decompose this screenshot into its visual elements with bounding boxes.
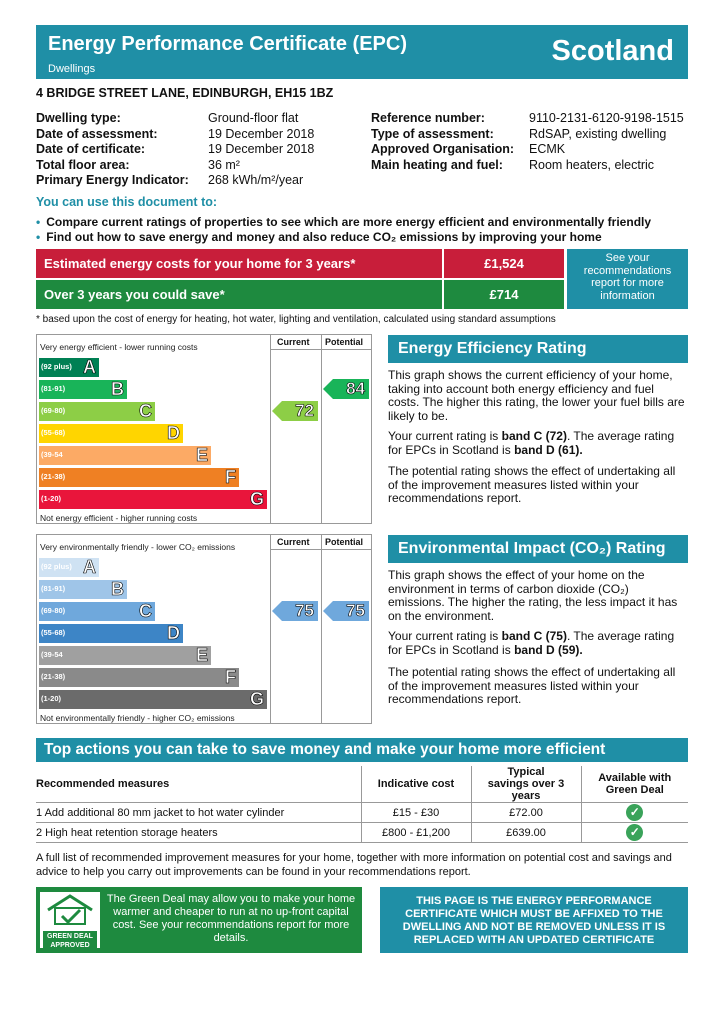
measure-cell: 2 High heat retention storage heaters xyxy=(36,823,361,843)
rating-band-b xyxy=(39,580,127,599)
check-icon: ✓ xyxy=(626,824,643,841)
actions-title: Top actions you can take to save money and make your home more efficient xyxy=(36,738,688,762)
rating-band-e xyxy=(39,646,211,665)
check-icon: ✓ xyxy=(626,804,643,821)
text: band C (75) xyxy=(501,629,567,643)
detail-value: 36 m² xyxy=(208,157,240,172)
band-range: (39-54 xyxy=(41,650,63,659)
saving-value: £714 xyxy=(444,280,564,309)
current-column-header: Current xyxy=(277,537,310,547)
band-range: (81-91) xyxy=(41,584,66,593)
green-deal-cell xyxy=(581,823,688,843)
details-right xyxy=(371,111,514,173)
band-letter: A xyxy=(83,357,96,377)
text: band D (59). xyxy=(514,642,583,657)
rating-band-g xyxy=(39,690,267,709)
more-info-text: A full list of recommended improvement measures for your home, together with more information on potential cost and savings and advice to help you carry out improvements can be found in your recommendations report. xyxy=(36,852,672,878)
band-letter: A xyxy=(83,557,96,577)
rating-band-g xyxy=(39,490,267,509)
eer-potential-text: The potential rating shows the effect of undertaking all of the improvement measures listed within your recommendations report. xyxy=(388,464,676,505)
eir-potential-text: The potential rating shows the effect of undertaking all of the improvement measures listed within your recommendations report. xyxy=(388,665,676,706)
band-letter: C xyxy=(139,601,152,621)
recommendations-table xyxy=(36,766,688,843)
detail-value: 9110-2131-6120-9198-1515 xyxy=(529,111,684,125)
band-range: (69-80) xyxy=(41,606,66,615)
logo-text: GREEN DEAL xyxy=(47,933,93,940)
page-notice: THIS PAGE IS THE ENERGY PERFORMANCE CERTIFICATE WHICH MUST BE AFFIXED TO THE DWELLING AND NOT BE REMOVED UNLESS IT IS REPLACED WITH AN UPDATED CERTIFICATE xyxy=(380,887,688,953)
detail-label: Date of assessment: xyxy=(36,126,158,141)
text: Your current rating is xyxy=(388,429,502,443)
rating-band-c xyxy=(39,602,155,621)
rating-band-b xyxy=(39,380,127,399)
page-title: Energy Performance Certificate (EPC) xyxy=(48,33,408,55)
col-header-measures: Recommended measures xyxy=(36,766,361,803)
band-range: (1-20) xyxy=(41,694,62,703)
current-rating-arrow xyxy=(282,401,318,421)
band-range: (21-38) xyxy=(41,472,66,481)
detail-label: Date of certificate: xyxy=(36,142,146,156)
band-range: (81-91) xyxy=(41,384,66,393)
green-deal-text: The Green Deal may allow you to make your home warmer and cheaper to run at no up-front capital cost. See your recommendations report for more details. xyxy=(106,893,356,944)
green-deal-box xyxy=(36,887,362,953)
text: band C (72) xyxy=(501,429,567,443)
eir-paragraph: This graph shows the effect of your home on the environment in terms of carbon dioxide (CO₂) emissions. The higher the rating, the less impact it has on the environment. xyxy=(388,568,678,623)
band-range: (1-20) xyxy=(41,494,62,503)
detail-label: Main heating and fuel: xyxy=(371,157,503,172)
cost-cell: £15 - £30 xyxy=(361,803,471,823)
recommendations-note: See your recommendations report for more information xyxy=(567,249,688,309)
current-column-header: Current xyxy=(277,337,310,347)
potential-column-header: Potential xyxy=(325,537,364,547)
text: Your current rating is xyxy=(388,629,502,643)
potential-column-header: Potential xyxy=(325,337,364,347)
saving-cell: £72.00 xyxy=(471,803,581,823)
rating-band-a xyxy=(39,558,99,577)
potential-rating-value: 75 xyxy=(346,601,365,620)
band-range: (21-38) xyxy=(41,672,66,681)
green-deal-cell xyxy=(581,803,688,823)
cost-value: £1,524 xyxy=(444,249,564,278)
use-bullet: • Compare current ratings of properties to see which are more energy efficient and environmentally friendly xyxy=(36,215,652,229)
rating-band-e xyxy=(39,446,211,465)
band-range: (92 plus) xyxy=(41,362,72,371)
band-letter: G xyxy=(249,689,264,709)
detail-label: Type of assessment: xyxy=(371,126,494,141)
detail-label: Dwelling type: xyxy=(36,111,121,125)
measure-cell: 1 Add additional 80 mm jacket to hot water cylinder xyxy=(36,803,361,823)
use-title: You can use this document to: xyxy=(36,195,218,209)
use-bullet: • Find out how to save energy and money and also reduce CO₂ emissions by improving your home xyxy=(36,230,602,244)
detail-value: 19 December 2018 xyxy=(208,126,315,141)
rating-band-d xyxy=(39,424,183,443)
environmental-impact-chart xyxy=(36,534,372,724)
eer-current-rating-text xyxy=(388,430,688,457)
text: . The average rating for EPCs in Scotland is xyxy=(388,629,675,657)
eer-title: Energy Efficiency Rating xyxy=(388,335,688,363)
chart-top-label: Very environmentally friendly - lower CO₂ emissions xyxy=(40,542,236,552)
use-bullet-text: Find out how to save energy and money and also reduce CO₂ emissions by improving your home xyxy=(46,230,602,244)
band-letter: F xyxy=(225,467,236,487)
band-range: (55-68) xyxy=(41,628,66,637)
band-letter: B xyxy=(111,579,124,599)
details-left xyxy=(36,111,189,189)
band-range: (92 plus) xyxy=(41,562,72,571)
chart-bottom-label: Not environmentally friendly - higher CO₂ emissions xyxy=(40,713,235,723)
col-header-green-deal: Available with Green Deal xyxy=(581,766,688,803)
energy-efficiency-chart xyxy=(36,334,372,524)
details-left-values xyxy=(208,111,314,189)
eir-title: Environmental Impact (CO₂) Rating xyxy=(388,535,688,563)
detail-value: Ground-floor flat xyxy=(208,111,299,125)
rating-band-f xyxy=(39,468,239,487)
potential-rating-value: 84 xyxy=(346,379,365,398)
cost-footnote: * based upon the cost of energy for heating, hot water, lighting and ventilation, calculated using standard assumptions xyxy=(36,314,556,325)
table-row xyxy=(36,823,688,843)
band-letter: G xyxy=(249,489,264,509)
detail-label: Reference number: xyxy=(371,111,485,125)
potential-rating-arrow xyxy=(333,379,369,399)
saving-label: Over 3 years you could save* xyxy=(36,280,442,309)
header-bar xyxy=(36,25,688,79)
detail-value: RdSAP, existing dwelling xyxy=(529,126,667,141)
current-rating-value: 72 xyxy=(295,401,314,420)
text: . The average rating for EPCs in Scotland is xyxy=(388,429,675,457)
details-right-values xyxy=(529,111,684,173)
col-header-cost: Indicative cost xyxy=(361,766,471,803)
chart-top-label: Very energy efficient - lower running costs xyxy=(40,342,198,352)
table-row xyxy=(36,803,688,823)
saving-cell: £639.00 xyxy=(471,823,581,843)
current-rating-value: 75 xyxy=(295,601,314,620)
eir-current-rating-text xyxy=(388,630,688,657)
green-deal-logo xyxy=(40,892,100,948)
house-icon xyxy=(40,892,100,926)
property-address: 4 BRIDGE STREET LANE, EDINBURGH, EH15 1BZ xyxy=(36,86,334,100)
detail-label: Total floor area: xyxy=(36,157,130,172)
page-subtitle: Dwellings xyxy=(48,63,96,75)
text: band D (61). xyxy=(514,442,583,457)
band-letter: B xyxy=(111,379,124,399)
current-rating-arrow xyxy=(282,601,318,621)
chart-bottom-label: Not energy efficient - higher running costs xyxy=(40,513,198,523)
rating-band-a xyxy=(39,358,99,377)
band-letter: F xyxy=(225,667,236,687)
detail-value: Room heaters, electric xyxy=(529,157,655,172)
band-letter: D xyxy=(167,623,180,643)
band-letter: D xyxy=(167,423,180,443)
rating-band-f xyxy=(39,668,239,687)
band-range: (55-68) xyxy=(41,428,66,437)
eer-paragraph: This graph shows the current efficiency of your home, taking into account both energy efficiency and fuel costs. The higher this rating, the lower your fuel bills are likely to be. xyxy=(388,368,685,423)
cost-label: Estimated energy costs for your home for 3 years* xyxy=(36,249,442,278)
band-letter: E xyxy=(195,645,208,665)
detail-value: ECMK xyxy=(529,142,566,156)
potential-rating-arrow xyxy=(333,601,369,621)
band-letter: C xyxy=(139,401,152,421)
detail-label: Approved Organisation: xyxy=(371,142,515,156)
band-letter: E xyxy=(195,445,208,465)
rating-band-c xyxy=(39,402,155,421)
detail-label: Primary Energy Indicator: xyxy=(36,173,189,187)
detail-value: 19 December 2018 xyxy=(208,142,315,156)
col-header-savings: Typical savings over 3 years xyxy=(471,766,581,803)
use-bullet-text: Compare current ratings of properties to see which are more energy efficient and environmentally friendly xyxy=(46,215,652,229)
rating-band-d xyxy=(39,624,183,643)
band-range: (69-80) xyxy=(41,406,66,415)
band-range: (39-54 xyxy=(41,450,63,459)
detail-value: 268 kWh/m²/year xyxy=(208,173,304,187)
logo-text: APPROVED xyxy=(50,942,90,949)
country-label: Scotland xyxy=(551,35,674,67)
cost-cell: £800 - £1,200 xyxy=(361,823,471,843)
